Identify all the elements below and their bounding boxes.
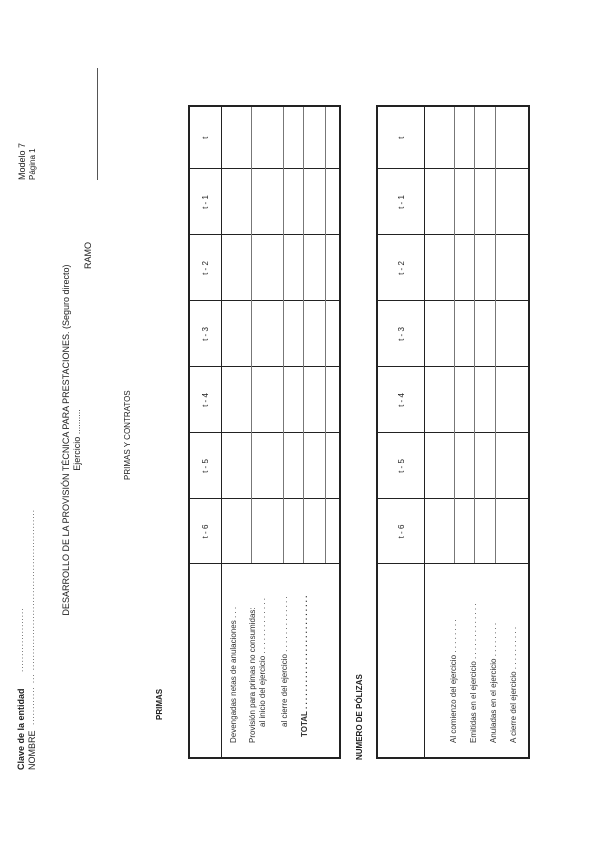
period-header: t - 5 xyxy=(377,433,425,499)
cell[interactable] xyxy=(252,499,284,564)
cell[interactable] xyxy=(455,433,475,499)
cell[interactable] xyxy=(425,106,455,169)
cell[interactable] xyxy=(475,499,496,564)
cell[interactable] xyxy=(326,367,340,433)
primas-header-corner xyxy=(189,564,222,758)
cell[interactable] xyxy=(455,301,475,367)
period-header: t - 4 xyxy=(377,367,425,433)
branch-label: RAMO xyxy=(83,242,93,269)
row-sublabel: al inicio del ejercicio . . . . . . . . . . . . . xyxy=(258,598,267,727)
model-label: Modelo 7 xyxy=(17,142,27,180)
cell[interactable] xyxy=(284,367,304,433)
cell[interactable] xyxy=(326,301,340,367)
cell[interactable] xyxy=(475,169,496,235)
cell[interactable] xyxy=(304,169,326,235)
period-header: t - 3 xyxy=(377,301,425,367)
polizas-header-row xyxy=(377,106,425,758)
fiscal-year-field[interactable]: Ejercicio .......... xyxy=(72,409,82,471)
row-label: Al comienzo del ejercicio . . . . . . . . xyxy=(449,619,458,743)
primas-label-column xyxy=(222,564,340,758)
cell[interactable] xyxy=(496,301,529,367)
cell[interactable] xyxy=(455,235,475,301)
cell[interactable] xyxy=(425,169,455,235)
cell[interactable] xyxy=(455,169,475,235)
period-header: t - 2 xyxy=(377,235,425,301)
cell[interactable] xyxy=(252,301,284,367)
cell[interactable] xyxy=(475,235,496,301)
section-title: PRIMAS Y CONTRATOS xyxy=(123,390,132,480)
cell[interactable] xyxy=(252,433,284,499)
cell[interactable] xyxy=(304,106,326,169)
period-header: t - 1 xyxy=(189,169,222,235)
primas-title: PRIMAS xyxy=(155,688,164,720)
primas-header-row xyxy=(189,106,222,758)
period-header: t - 5 xyxy=(189,433,222,499)
cell[interactable] xyxy=(326,106,340,169)
cell[interactable] xyxy=(326,433,340,499)
cell[interactable] xyxy=(304,433,326,499)
entity-code-field[interactable]: .................... xyxy=(16,607,25,672)
row-label: A cierre del ejercicio . . . . . . . . . . xyxy=(509,626,518,743)
cell[interactable] xyxy=(475,301,496,367)
cell[interactable] xyxy=(304,235,326,301)
branch-field-line[interactable] xyxy=(97,68,98,180)
table-row xyxy=(222,106,252,758)
row-label-total: TOTAL . . . . . . . . . . . . . . . . . . . . . . . . . . xyxy=(300,595,309,737)
cell[interactable] xyxy=(475,433,496,499)
cell[interactable] xyxy=(304,499,326,564)
cell[interactable] xyxy=(455,106,475,169)
cell[interactable] xyxy=(455,499,475,564)
period-header: t xyxy=(189,106,222,169)
row-label: Emitidas en el ejercicio . . . . . . . . . . . . . xyxy=(469,603,478,743)
cell[interactable] xyxy=(326,235,340,301)
cell[interactable] xyxy=(284,169,304,235)
cell[interactable] xyxy=(284,499,304,564)
cell[interactable] xyxy=(475,367,496,433)
cell[interactable] xyxy=(284,235,304,301)
form-title: DESARROLLO DE LA PROVISIÓN TÉCNICA PARA PRESTACIONES. (Seguro directo) xyxy=(61,264,71,616)
table-row xyxy=(425,106,455,758)
row-label: Anuladas en el ejercicio . . . . . . . . xyxy=(489,622,498,743)
cell[interactable] xyxy=(425,367,455,433)
row-label: Provisión para primas no consumidas: xyxy=(248,607,257,743)
cell[interactable] xyxy=(252,106,284,169)
cell[interactable] xyxy=(425,235,455,301)
cell[interactable] xyxy=(496,169,529,235)
cell[interactable] xyxy=(496,235,529,301)
cell[interactable] xyxy=(496,106,529,169)
name-label: NOMBRE xyxy=(27,730,37,770)
cell[interactable] xyxy=(222,499,252,564)
row-label: Devengadas netas de anulaciones . . . xyxy=(229,606,238,743)
period-header: t xyxy=(377,106,425,169)
cell[interactable] xyxy=(222,169,252,235)
polizas-label-column xyxy=(425,564,529,758)
page-label: Página 1 xyxy=(28,148,37,180)
polizas-title: NUMERO DE PÓLIZAS xyxy=(355,674,364,760)
period-header: t - 3 xyxy=(189,301,222,367)
cell[interactable] xyxy=(304,301,326,367)
cell[interactable] xyxy=(252,235,284,301)
name-field[interactable]: ............ ... .................................................. xyxy=(27,509,36,725)
cell[interactable] xyxy=(304,367,326,433)
cell[interactable] xyxy=(284,106,304,169)
cell[interactable] xyxy=(252,169,284,235)
cell[interactable] xyxy=(284,433,304,499)
cell[interactable] xyxy=(475,106,496,169)
cell[interactable] xyxy=(252,367,284,433)
cell[interactable] xyxy=(425,433,455,499)
period-header: t - 2 xyxy=(189,235,222,301)
cell[interactable] xyxy=(326,169,340,235)
cell[interactable] xyxy=(496,499,529,564)
period-header: t - 6 xyxy=(377,499,425,564)
polizas-header-corner xyxy=(377,564,425,758)
entity-code-label: Clave de la entidad xyxy=(16,688,26,770)
primas-table xyxy=(188,105,341,759)
period-header: t - 4 xyxy=(189,367,222,433)
cell[interactable] xyxy=(425,301,455,367)
period-header: t - 6 xyxy=(189,499,222,564)
cell[interactable] xyxy=(425,499,455,564)
cell[interactable] xyxy=(222,433,252,499)
cell[interactable] xyxy=(222,235,252,301)
cell[interactable] xyxy=(222,106,252,169)
cell[interactable] xyxy=(326,499,340,564)
cell[interactable] xyxy=(284,301,304,367)
cell[interactable] xyxy=(455,367,475,433)
cell[interactable] xyxy=(222,367,252,433)
cell[interactable] xyxy=(496,367,529,433)
cell[interactable] xyxy=(496,433,529,499)
row-label: al cierre del ejercicio . . . . . . . . . . . . . xyxy=(280,596,289,727)
period-header: t - 1 xyxy=(377,169,425,235)
polizas-table xyxy=(376,105,530,759)
cell[interactable] xyxy=(222,301,252,367)
